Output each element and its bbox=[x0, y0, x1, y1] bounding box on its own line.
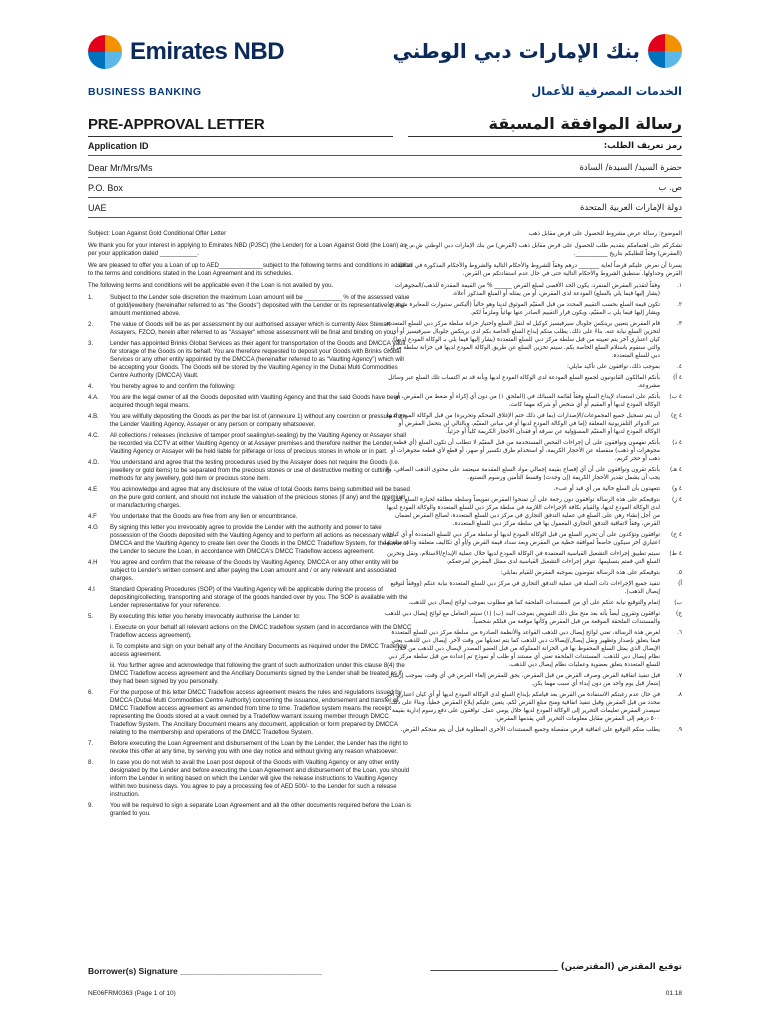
ar-term-text: بأنكم تقرون وتوافقون على أن أي إفصاح بقيمة إجمالي مواد السلع المقدمة سيعتمد على محتوى الذهب الصافي، ولا يجب أن يشمل تقدير الأحجار الكريمة (إن وجدت) وقسط التأمين ورسوم التصنيع. bbox=[385, 467, 660, 481]
terms-list-en bbox=[88, 294, 412, 818]
ar-term-text: وفقاً لتقدير المقرض المنفرد، يكون الحد الأقصى لمبلغ القرض ______ % من القيمة المقدرة للذهب/المجوهرات (يشار إليها فيما يلي بالسلع) المودعة لدى المقرض، أو من يمثله أو المبلغ المذكور أعلاه. bbox=[394, 283, 660, 297]
en-term-item bbox=[88, 802, 412, 818]
ar-intro-paragraph: نشكركم على اهتمامكم بتقديم طلب للحصول على قرض مقابل ذهب (القرض) من بنك الإمارات دبي الوطني ش.م.ع (المقرض) وفقاً للطلبكم بتاريخ ___________. bbox=[404, 243, 682, 257]
ar-term-number: ٤ أ) bbox=[673, 375, 682, 381]
ar-term-number: ٤ د) bbox=[672, 440, 682, 446]
en-term-text: By signing this letter you irrevocably agree to provide the Lender with the authority and power to take possession of the Goods deposited with the Vaulting Agency and to perform all actions as necessary with DMCCA and the Vaulting Agency to create lien over the Goods in the DMCC Tradeflow System, for the favor of the Lender to secure the Loan, in accordance with DMCCA's DMCC Tradeflow access agreement. bbox=[110, 524, 409, 555]
terms-list-ar bbox=[382, 282, 682, 734]
ar-term-item bbox=[382, 726, 682, 734]
en-term-text: You undertake that the Goods are free from any lien or encumbrance. bbox=[110, 513, 298, 520]
ar-term-number: أ) bbox=[678, 581, 682, 587]
ar-term-item bbox=[382, 496, 682, 528]
ar-term-text: تتعهدون بأن السلع خالية من أي قيد أو عبء. bbox=[553, 486, 660, 492]
en-term-text: Subject to the Lender sole discretion the maximum Loan amount will be ___________ % of the assessed value of gold/jewellery (hereinafter referred to as "the Goods") deposited with the Lender or its representative or the amount mentioned above. bbox=[110, 294, 410, 317]
ar-term-text: بأنكم على استعداد لإيداع السلع وفقاً لقائمة السبائك في (الملحق ١) من دون أي إكراه أو ضغط من المقرض، أو الوكالة المودع لديها أو المقيم أو أي شخص أو شركة مهما كانت. bbox=[395, 394, 660, 408]
en-term-item bbox=[88, 394, 412, 410]
en-term-item bbox=[88, 740, 412, 756]
en-term-item bbox=[88, 559, 412, 583]
ar-term-item bbox=[382, 282, 682, 298]
en-term-number: 4.B. bbox=[88, 413, 99, 420]
en-term-number: 4.I bbox=[88, 586, 95, 593]
en-term-item bbox=[88, 759, 412, 799]
title-rule-ar bbox=[408, 136, 682, 137]
po-box-field[interactable] bbox=[88, 183, 393, 198]
en-term-number: 4.D. bbox=[88, 459, 100, 466]
ar-term-item bbox=[382, 569, 682, 577]
country-label: UAE bbox=[88, 203, 107, 213]
business-banking-en: BUSINESS BANKING bbox=[88, 86, 202, 98]
en-term-text: All collections / releases (inclusive of tamper proof sealing/un-sealing) by the Vaulting Agency or Assayer shall be recorded via CCTV at either Vaulting Agency or at Assayer premises and therefore neither the Lender, Vaulting Agency or Assayer will be held liable for pilferage or loss of precious stones in whole or in part. bbox=[110, 432, 406, 455]
ar-term-number: ج) bbox=[675, 611, 682, 617]
en-term-text: By executing this letter you hereby irrevocably authorise the Lender to: bbox=[110, 613, 301, 620]
en-term-item bbox=[88, 513, 412, 521]
po-box-field-ar[interactable] bbox=[382, 183, 682, 198]
ar-term-number: ٤ ب) bbox=[669, 394, 682, 400]
body-en bbox=[88, 230, 412, 821]
en-term-number bbox=[88, 624, 110, 640]
salutation-field-ar[interactable] bbox=[382, 163, 682, 178]
en-term-number: 4.A. bbox=[88, 394, 99, 401]
signature-line-ar[interactable]: توقيع المقترض (المقترضين) ______________________________ bbox=[430, 962, 682, 972]
en-term-item bbox=[88, 689, 412, 737]
application-id-label: Application ID bbox=[88, 141, 149, 151]
en-term-item bbox=[88, 486, 412, 510]
intro-ar bbox=[382, 230, 682, 278]
ar-term-number: ١. bbox=[677, 283, 682, 289]
en-term-number: 9. bbox=[88, 802, 94, 809]
en-term-number bbox=[88, 643, 110, 659]
en-intro-paragraph: We thank you for your interest in applying to Emirates NBD (PJSC) (the Lender) for a Loan Against Gold (the Loan) as per your application dated ___________. bbox=[88, 242, 407, 257]
en-term-text: You hereby agree to and confirm the following: bbox=[110, 383, 236, 390]
en-term-text: You acknowledge and agree that any disclosure of the value of total Goods items being submitted will be based on the pure gold content, and should not include the valuation of the precious stones (if any) and the premium or manufacturing charges. bbox=[110, 486, 410, 509]
business-banking-ar: الخدمات المصرفية للأعمال bbox=[531, 84, 682, 98]
brand-name-ar: بنك الإمارات دبي الوطني bbox=[392, 39, 640, 63]
ar-term-item bbox=[382, 301, 682, 317]
en-term-text: You understand and agree that the testing procedures used by the Assayer does not require the Goods (i.e. jewellery or gold items) to be separated from the precious stones or use of destructive melting or cutting methods for any jewellery, gold item or precious stone item. bbox=[110, 459, 400, 482]
en-term-item bbox=[88, 340, 412, 380]
application-id-field[interactable] bbox=[88, 141, 393, 156]
ar-term-item bbox=[382, 610, 682, 626]
en-term-number: 6. bbox=[88, 689, 94, 696]
ar-term-item bbox=[382, 374, 682, 390]
en-term-number: 4.H bbox=[88, 559, 98, 566]
ar-term-item bbox=[382, 439, 682, 463]
ar-term-number: ٤ و) bbox=[671, 486, 682, 492]
en-term-item bbox=[88, 294, 412, 318]
en-term-number: 1. bbox=[88, 294, 94, 301]
ar-term-number: ٤ ح) bbox=[671, 532, 682, 538]
en-term-number: 5. bbox=[88, 613, 94, 620]
brand-name-en: Emirates NBD bbox=[130, 38, 285, 65]
ar-term-number: ٩. bbox=[677, 727, 682, 733]
ar-term-item bbox=[382, 485, 682, 493]
ar-term-text: في حال عدم رغبتكم الاستفادة من القرض بعد قيامكم بإيداع السلع لدى الوكالة المودع لديها أو أي كيان اعتباري آخر محدد من قبل المقرض وقبل تنفيذ اتفاقية ومنح مبلغ القرض لكم، يتعين عليكم إبلاغ المقرض خطياً، وبناءً على ذلك، سيصدر المقرض تعليمات التحرير إلى الوكالة المودع لديها خلال يومي عمل. توافقون على دفع رسوم إدارية بقيمة ٥٠٠ درهم إلى المقرض مقابل معلومات التحرير التي يقدمها المقرض. bbox=[386, 692, 660, 722]
en-term-item bbox=[88, 432, 412, 456]
form-version: 01.18 bbox=[665, 990, 682, 997]
emirates-nbd-logo-icon-ar bbox=[648, 34, 682, 68]
document-title-ar: رسالة الموافقة المسبقة bbox=[488, 114, 682, 133]
en-term-number: 4.C. bbox=[88, 432, 100, 439]
country-label-ar: دولة الإمارات العربية المتحدة bbox=[579, 203, 682, 213]
en-term-item bbox=[88, 624, 412, 640]
signature-line-en[interactable]: Borrower(s) Signature ______________________________ bbox=[88, 966, 322, 976]
en-term-item bbox=[88, 613, 412, 621]
ar-term-text: بموجب ذلك، توافقون على تأكيد مايلي: bbox=[566, 364, 660, 370]
ar-term-number: ٦. bbox=[677, 630, 682, 636]
en-intro-paragraph: Subject: Loan Against Gold Conditional Offer Letter bbox=[88, 230, 227, 237]
en-term-item bbox=[88, 321, 412, 337]
salutation-label: Dear Mr/Mrs/Ms bbox=[88, 163, 153, 173]
en-term-text: Before executing the Loan Agreement and disbursement of the Loan by the Lender, the Lender has the right to revoke this offer at any time, by serving you with one day notice and without giving any reason whatsoever. bbox=[110, 740, 408, 755]
en-term-text: You are the legal owner of all the Goods deposited with Vaulting Agency and that the said Goods have been acquired though legal means. bbox=[110, 394, 401, 409]
ar-intro-paragraph: يسرنا أن نعرض عليكم قرضاً لغاية _______ درهم وفقاً للشروط والأحكام التالية والشروط والأحكام المذكورة في اتفاقية القرض وجداولها. ستطبق الشروط والأحكام التالية حتى في حال عدم استفادتكم من القرض. bbox=[397, 263, 682, 277]
en-term-item bbox=[88, 586, 412, 610]
en-term-text: For the purpose of this letter DMCC Tradeflow access agreement means the rules and regulations issued by DMCCA (Dubai Multi Commodities Centre Authority) concerning the issuance, endorsement and transfer of DMCC Tradeflow access agreement as amended from time to time. Tradeflow system means the receipt representing the Goods stored at a vault owned by a Tradeflow warrant issuing member through DMCC Tradeflow System. The Ancillary Document means any document, application or form prepared by DMCCA relating to the membership and operations of the DMCC Tradeflow System. bbox=[110, 689, 402, 736]
ar-term-number: ٨. bbox=[677, 692, 682, 698]
ar-term-item bbox=[382, 466, 682, 482]
en-term-text: In case you do not wish to avail the Loan post deposit of the Goods with Vaulting Agency or any other entity designated by the Lender and before executing the Loan Agreement and disbursement of the Loan, you should inform the Lender in writing based on which the Lender will give the release instructions to Vaulting Agency within two business days. You agree to pay a processing fee of AED 500/- to the Lender for such a release instruction. bbox=[110, 759, 410, 798]
en-term-item bbox=[88, 524, 412, 556]
ar-term-text: لغرض هذه الرسالة، تعني لوائح إيصال دبي للذهب القواعد والأنظمة الصادرة من سلطة مركز دبي للسلع المتعددة فيما يتعلق بإصدار وتظهير ونقل إيصال/إيصالات دبي للذهب كما يتم تعديلها من وقت لآخر. إيصال دبي للذهب يعني الإيصال الذي يمثل السلع المحفوظ بها في الخزانة المملوكة من قبل العضو المصدر لإيصال دبي للذهب من خلال نظام إيصال دبي للذهب. المستندات الملحقة تعني أي مستند أو طلب أو نموذج تم إعداده من قبل سلطة مركز دبي للسلع المتعددة يتعلق بعضوية وعمليات نظام إيصال دبي للذهب. bbox=[388, 630, 660, 668]
ar-term-number: ٤ ج) bbox=[671, 413, 682, 419]
title-rule-en bbox=[88, 136, 393, 137]
en-term-item bbox=[88, 643, 412, 659]
po-box-label-ar: ص. ب bbox=[658, 183, 682, 193]
en-intro-paragraph: The following terms and conditions will be applicable even if the Loan is not availed by you. bbox=[88, 282, 334, 289]
ar-term-item bbox=[382, 393, 682, 409]
en-term-number: 3. bbox=[88, 340, 94, 347]
en-term-number: 4. bbox=[88, 383, 94, 390]
ar-term-text: بتوقيعكم على هذه الرسالة تفوضون بموجبه المقرض للقيام بمايلي: bbox=[500, 570, 660, 576]
ar-term-item bbox=[382, 550, 682, 566]
en-term-text: i. Execute on your behalf all relevant actions on the DMCC tradeflow system (and in accordance with the DMCC Tradeflow access agreement). bbox=[110, 624, 412, 639]
en-term-item bbox=[88, 383, 412, 391]
en-term-number: 4.G bbox=[88, 524, 98, 531]
en-term-text: Lender has appointed Brinks Global Services as their agent for transportation of the Goods and DMCCA Vault for storage of the Goods on its behalf. You are therefore requested to deposit your Goods with Brinks Global Services or any other entity appointed by the DMCCA (hereinafter referred to as "Vaulting Agency") which will be accepting your Goods. The Goods will be stored by the Vaulting Agency in the Dubai Multi Commodities Centre Authority (DMCCA) Vault. bbox=[110, 340, 406, 379]
emirates-nbd-logo-en bbox=[88, 30, 284, 74]
en-term-text: You will be required to sign a separate Loan Agreement and all the other documents required before the Loan is granted to you. bbox=[110, 802, 411, 817]
application-id-field-ar[interactable] bbox=[382, 141, 682, 156]
en-term-text: You are willfully depositing the Goods as per the bar list of (annexure 1) without any coercion or pressure from the Lender Vaulting Agency, Assayer or any person or company whatsoever. bbox=[110, 413, 407, 428]
en-term-item bbox=[88, 413, 412, 429]
ar-term-text: إتمام والتوقيع نيابة عنكم على أي من المستندات الملحقة كما هو مطلوب بموجب لوائح إيصال دبي للذهب. bbox=[408, 600, 660, 606]
country-field[interactable] bbox=[88, 203, 393, 218]
en-term-text: iii. You further agree and acknowledge that following the grant of such authorization under this clause 8(4) the DMCC Tradeflow access agreement and the Ancillary Documents signed by the Lender shall be treated as if they had been signed by you personally. bbox=[110, 662, 405, 685]
ar-term-text: سيتم تطبيق إجراءات التشغيل القياسية المعتمدة في الوكالة المودع لديها خلال عملية الإيداع/الاستلام، ونقل وتخزين السلع التي قمتم بتسليمها. تتوفر إجراءات التشغيل القياسية لدى ممثل المقرض لمرجعكم. bbox=[387, 551, 660, 565]
ar-term-item bbox=[382, 320, 682, 360]
po-box-label: P.O. Box bbox=[88, 183, 123, 193]
ar-term-text: بتوقيعكم على هذه الرسالة توافقون دون رجعة على أن تمنحوا المقرض تفويضاً وسلطة مطلقة لحيازة السلع المودعة لدى الوكالة المودع لديها، والقيام بكافة الإجراءات اللازمة في سلطة مركز دبي للسلع المتعددة والوكالة المودع لديها من أجل إنشاء رهن على السلع في عملية التدفق التجاري في مركز دبي للسلع المتعددة، لصالح المقرض لضمان القرض، وفقاً لاتفاقية التدفق التجاري المعمول بها في سلطة مركز دبي للسلع المتعددة. bbox=[383, 497, 660, 527]
en-term-text: You agree and confirm that the release of the Goods by Vaulting Agency, DMCCA or any other entity will be subject to Lender's written consent and after paying the Loan amount and / or any relevant and associated charges. bbox=[110, 559, 399, 582]
salutation-label-ar: حضرة السيد/ السيدة/ السادة bbox=[579, 163, 682, 173]
en-term-number: 4.F bbox=[88, 513, 97, 520]
ar-term-text: أن يتم تسجيل جميع المجموعات/الإصدارات (بما في ذلك ختم الإغلاق المحكم وتحريره) من قبل الوكالة المودع لديها عبر الدوائر التلفزيونية المغلقة (إما في الوكالة المودع لديها أو في مباني المقيّم، وبالتالي لن يتحمل المقرض أو الوكالة المودع لديها أو المقيّم المسؤولية عن سرقة أو فقدان الأحجار الكريمة كلياً أو جزئياً. bbox=[386, 413, 660, 435]
ar-term-text: تنفيذ جميع الإجراءات ذات الصلة في عملية التدفق التجاري في مركز دبي للسلع المتعددة نيابة عنكم (ووفقاً لتوقيع إيصال الذهب). bbox=[390, 581, 660, 595]
body-ar bbox=[382, 230, 682, 737]
en-term-number bbox=[88, 662, 110, 686]
en-term-item bbox=[88, 459, 412, 483]
application-id-label-ar: رمز تعريف الطلب: bbox=[603, 141, 682, 151]
ar-term-number: ٢. bbox=[677, 302, 682, 308]
en-term-number: 8. bbox=[88, 759, 94, 766]
document-title-en: PRE-APPROVAL LETTER bbox=[88, 116, 265, 133]
ar-term-item bbox=[382, 412, 682, 436]
ar-term-text: تكون قيمة السلع بحسب التقييم المحدد من قبل المقيّم الموثوق لدينا وهو حالياً (أليكس ستيوارت للمعايرة ش.م.ح) ويشار إليها فيما يلي بـ المقيّم، ويكون قرار التقييم الصادر عنها نهائياً وملزماً لكم. bbox=[387, 302, 660, 316]
ar-term-number: ٧. bbox=[677, 673, 682, 679]
form-code: NE06FRM0363 (Page 1 of 10) bbox=[88, 990, 176, 997]
ar-term-text: توافقون وتقرون أيضاً بأنه بعد منح مثل ذلك التفويض بموجب البند (ب) (١) سيتم التعامل مع لوائح إيصال دبي للذهب والمستندات الملحقة الموقعة من قبل المقرض وكأنها موقعة من قبلكم شخصياً. bbox=[384, 611, 660, 625]
en-term-text: The value of Goods will be as per assessment by our authorised assayer which is currently Alex Stewart Assayers, FZCO, herein after referred to as "Assayer" whose assessment will be final and binding on you. bbox=[110, 321, 396, 336]
ar-term-item bbox=[382, 672, 682, 688]
ar-term-item bbox=[382, 599, 682, 607]
ar-term-number: ٤ ط) bbox=[669, 551, 682, 557]
ar-term-text: بأنكم تفهمون وتوافقون على أن إجراءات الفحص المستخدمة من قبل المقيّم لا تتطلب أن تكون السلع (أي قطعة مجوهرات أو ذهب) منفصلة عن الأحجار الكريمة، أو استخدام طرق تكسير أو صهر، أو قطع لأي قطعة مجوهرات أو ذهب أو حجر كريم. bbox=[390, 440, 660, 462]
ar-term-number: ب) bbox=[674, 600, 682, 606]
ar-term-text: توافقون وتؤكدون على أن تحرير السلع من قبل الوكالة المودع لديها أو سلطة مركز دبي للسلع المتعددة أو أي كيان اعتباري آخر سيكون خاضعاً لموافقة خطية من المقرض وبعد سداد قيمة القرض و/أو أي تكاليف متعلقة وذات صلة بها. bbox=[382, 532, 660, 546]
ar-term-text: قبل تنفيذ اتفاقية القرض وصرف القرض من قبل المقرض، يحق للمقرض إلغاء العرض في أي وقت، بموجب إرسال إشعار قبل يوم واحد من دون إبداء أي سبب مهما يكن. bbox=[388, 673, 660, 687]
emirates-nbd-logo-icon bbox=[88, 35, 122, 69]
ar-term-number: ٤. bbox=[677, 364, 682, 370]
en-term-text: Standard Operating Procedures (SOP) of the Vaulting Agency will be applicable during the process of depositing/collecting, transporting and storage of the goods handed over by you. The SOP is available with the Lender representative for your reference. bbox=[110, 586, 408, 609]
emirates-nbd-logo-ar bbox=[393, 34, 682, 68]
ar-term-number: ٣. bbox=[677, 321, 682, 327]
ar-intro-paragraph: الموضوع: رسالة عرض مشروط للحصول على قرض مقابل ذهب bbox=[528, 231, 682, 237]
ar-term-item bbox=[382, 580, 682, 596]
en-intro-paragraph: We are pleased to offer you a Loan of up to AED_____________subject to the following terms and conditions in addition to the terms and conditions stated in the Loan Agreement and its schedules. bbox=[88, 262, 412, 277]
ar-term-item bbox=[382, 691, 682, 723]
country-field-ar[interactable] bbox=[382, 203, 682, 218]
ar-term-item bbox=[382, 629, 682, 669]
ar-term-number: ٤ هـ) bbox=[670, 467, 682, 473]
ar-term-text: يطلب منكم التوقيع على اتفاقية قرض منفصلة وجميع المستندات الأخرى المطلوبة قبل أن يتم منحكم القرض. bbox=[400, 727, 660, 733]
ar-term-item bbox=[382, 363, 682, 371]
ar-term-item bbox=[382, 531, 682, 547]
ar-term-text: قام المقرض بتعيين برينكس جلوبال سيرفيسيز كوكيل له لنقل السلع واختيار خزانة سلطة مركز دبي للسلع المتعددة لتخزين السلع نيابة عنه. بناءً على ذلك، يطلب منكم إيداع السلع الخاصة بكم لدى برينكس جلوبال سيرفيسيز أو أي كيان اعتباري آخر يتم تعيينه من قبل سلطة مركز دبي للسلع المتعددة (يشار إليها فيما يلي بـ الوكالة المودع لديها) والتي ستقوم باستلام السلع الخاصة بكم. سيتم تخزين السلع عن طريق الوكالة المودع لديها في خزانة سلطة مركز دبي للسلع المتعددة. bbox=[386, 321, 660, 359]
ar-term-text: بأنكم المالكون القانونيون لجميع السلع المودعة لدى الوكالة المودع لديها وبأنه قد تم اكتساب تلك السلع عبر وسائل مشروعة. bbox=[388, 375, 660, 389]
en-term-number: 4.E bbox=[88, 486, 98, 493]
en-term-number: 7. bbox=[88, 740, 94, 747]
en-term-item bbox=[88, 662, 412, 686]
en-term-number: 2. bbox=[88, 321, 94, 328]
intro-en bbox=[88, 230, 412, 290]
en-term-text: ii. To complete and sign on your behalf any of the Ancillary Documents as required under the DMCC Tradeflow access agreement. bbox=[110, 643, 407, 658]
ar-term-number: ٤ ز) bbox=[671, 497, 682, 503]
ar-term-number: ٥. bbox=[677, 570, 682, 576]
salutation-field[interactable] bbox=[88, 163, 393, 178]
